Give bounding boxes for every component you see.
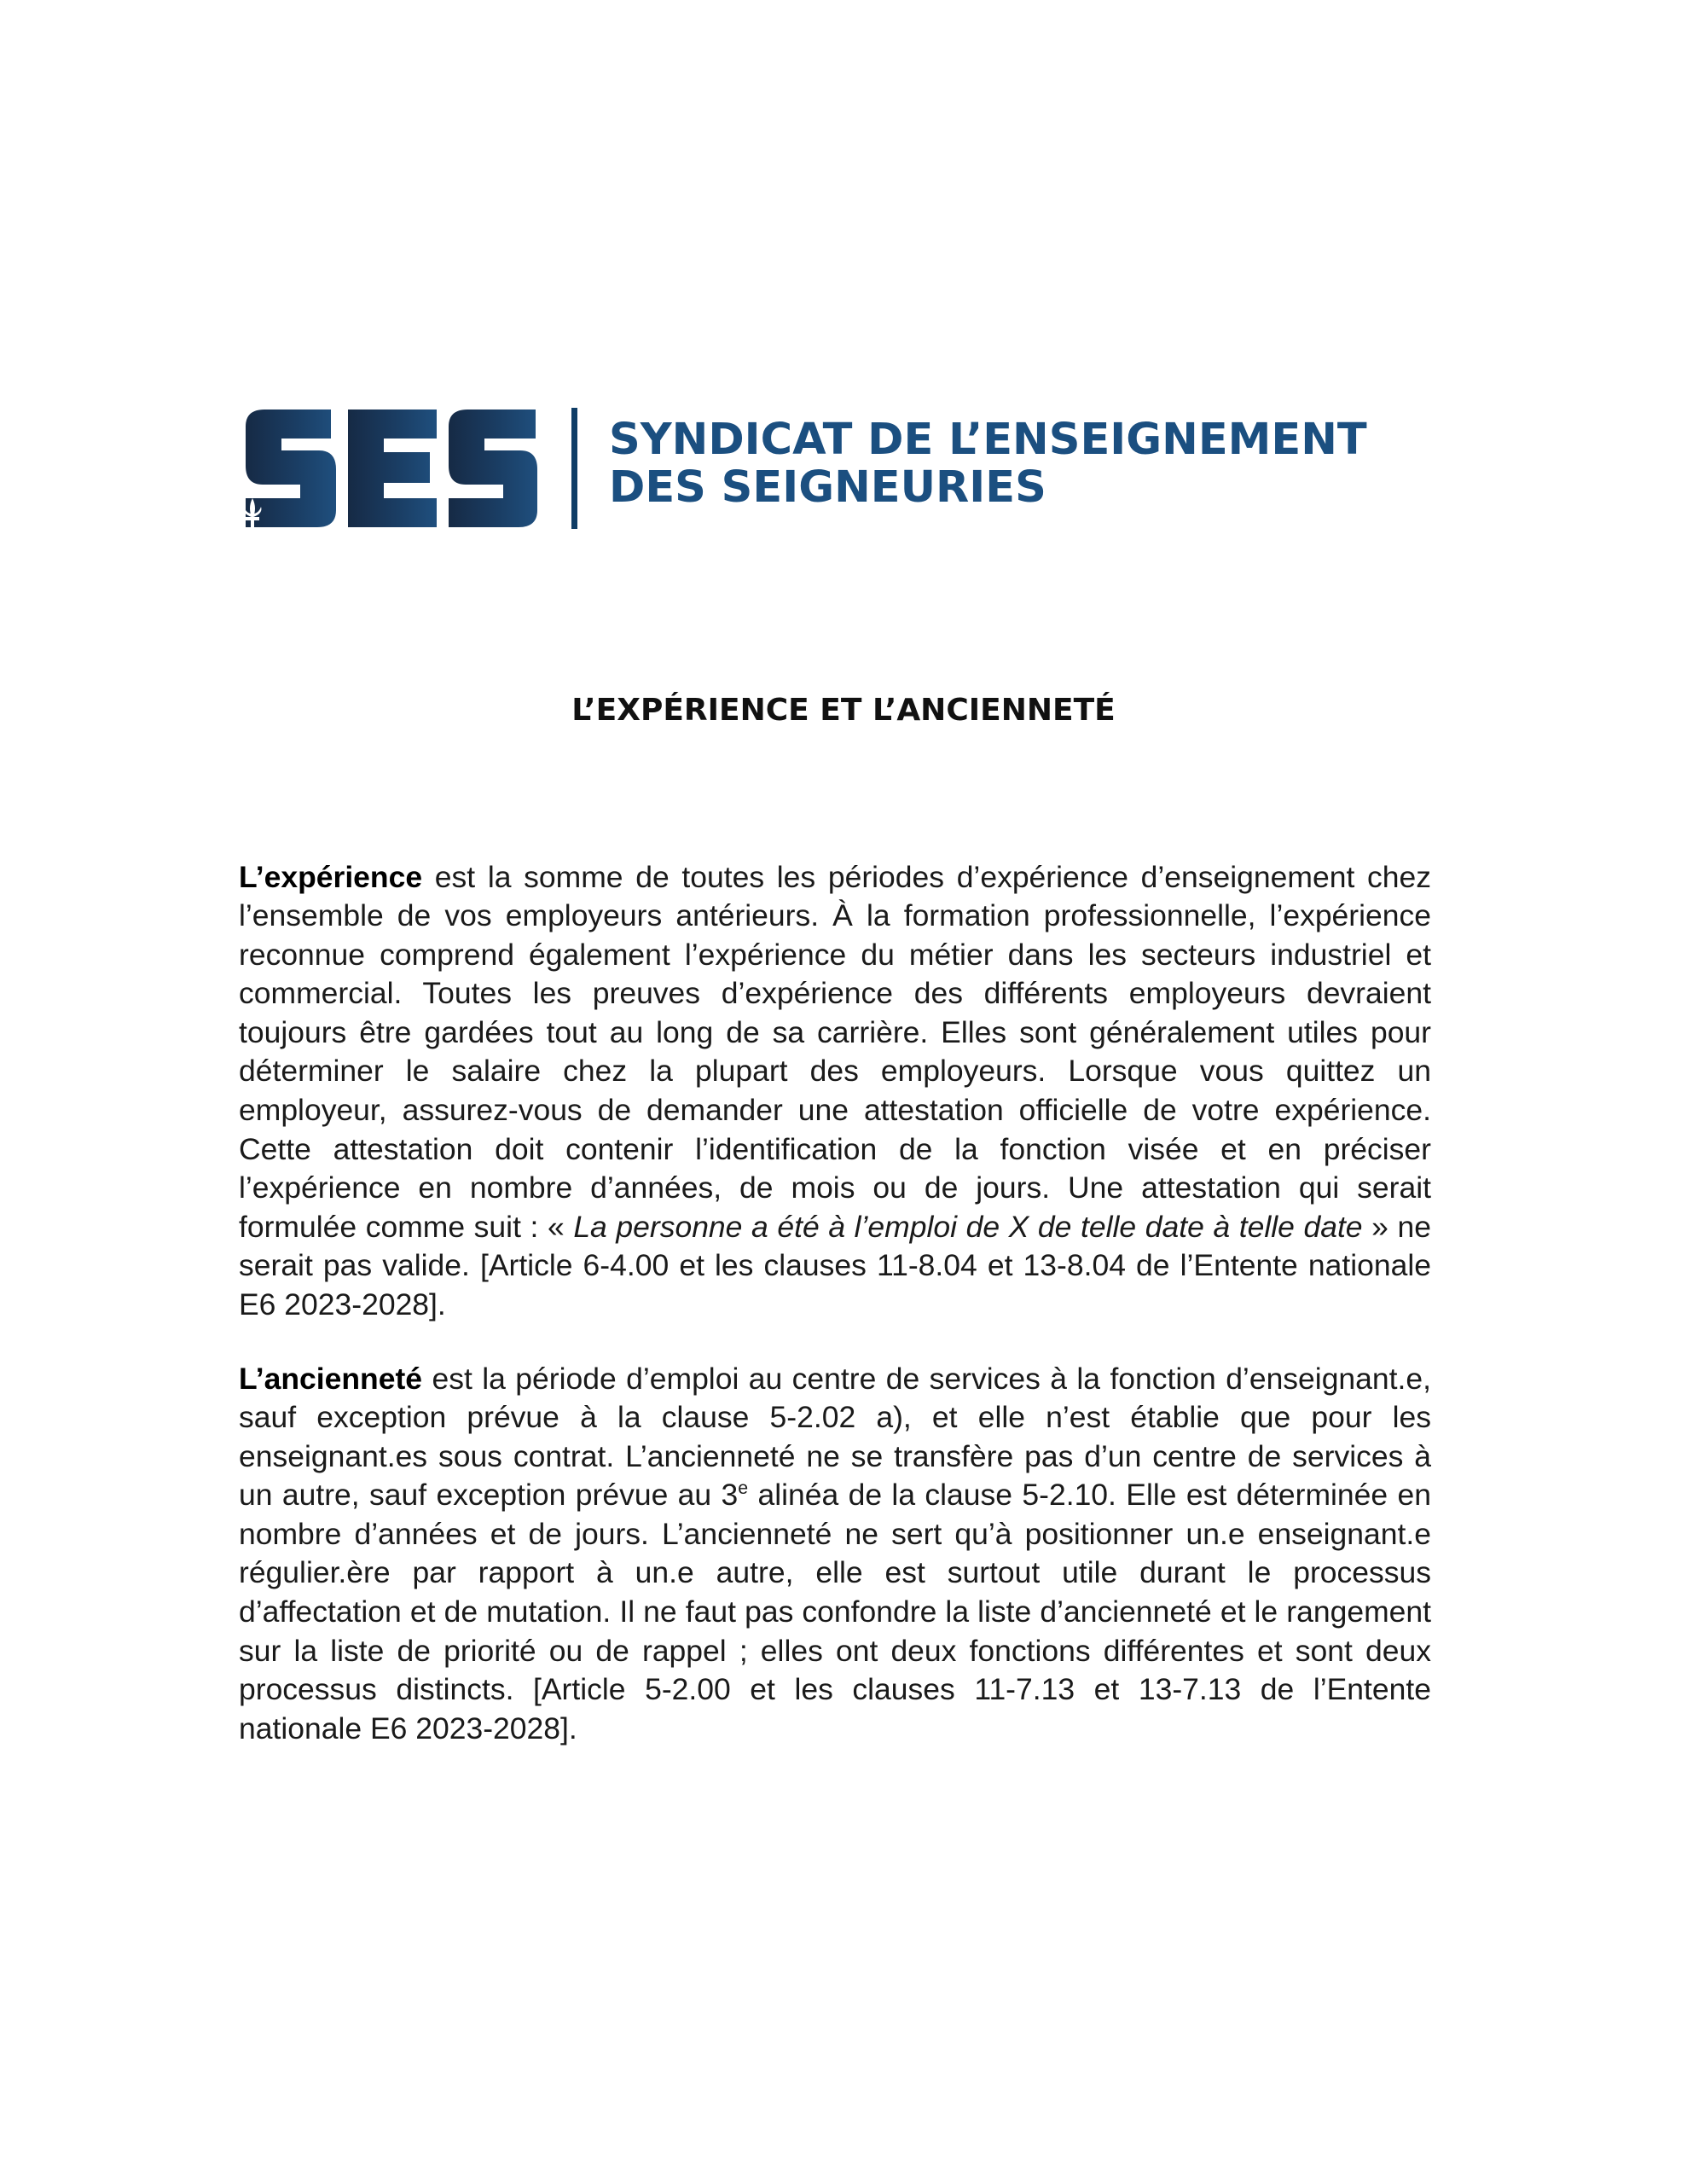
logo-letter-s2: [449, 410, 537, 527]
experience-text: est la somme de toutes les périodes d’expérience d’enseignement chez l’ensemble de vos employeurs antérieurs. À la formation professionnelle, l’expérience reconnue comprend également l’expérience du métier dans les secteurs industriel et commercial. Toutes les preuves d’expérience des différents employeurs devraient toujours être gardées tout au long de sa carrière. Elles sont généralement utiles pour déterminer le salaire chez la plupart des employeurs. Lorsque vous quittez un employeur, assurez-vous de demander une attestation officielle de votre expérience. Cette attestation doit contenir l’identification de la fonction visée et en préciser l’expérience en nombre d’années, de mois ou de jours. Une attestation qui serait formulée comme suit : «: [239, 859, 1431, 1244]
seniority-text: est la période d’emploi au centre de services à la fonction d’enseignant.e, sauf exception prévue à la clause 5-2.02 a), et elle n’est établie que pour les enseignant.es sous contrat. L’ancienneté ne se transfère pas d’un centre de services à un autre, sauf exception prévue au 3: [239, 1361, 1431, 1513]
organization-logo: [237, 401, 1431, 537]
logo-letter-e: [348, 410, 437, 527]
organization-name-line2: DES SEIGNEURIES: [609, 462, 1046, 513]
seniority-superscript: e: [738, 1478, 749, 1499]
seniority-text-end: alinéa de la clause 5-2.10. Elle est déterminée en nombre d’années et de jours. L’ancienneté ne sert qu’à positionner un.e enseignant.e régulier.ère par rapport à un.e autre, elle est surtout utile durant le processus d’affectation et de mutation. Il ne faut pas confondre la liste d’ancienneté et le rangement sur la liste de priorité ou de rappel ; elles ont deux fonctions différentes et sont deux processus distincts. [Article 5-2.00 et les clauses 11-7.13 et 13-7.13 de l’Entente nationale E6 2023-2028].: [239, 1478, 1431, 1745]
experience-term: L’expérience: [239, 859, 423, 894]
experience-text-end: » ne serait pas valide. [Article 6-4.00 et les clauses 11-8.04 et 13-8.04 de l’Entente nationale E6 2023-2028].: [239, 1209, 1431, 1322]
organization-name-line1: SYNDICAT DE L’ENSEIGNEMENT: [609, 415, 1367, 465]
ses-logo-mark: [237, 401, 544, 537]
experience-quote: La personne a été à l’emploi de X de telle date à telle date: [573, 1209, 1363, 1244]
logo-letter-s1: [246, 410, 336, 527]
seniority-paragraph: [239, 1360, 1431, 1749]
logo-divider: [571, 408, 577, 529]
page-title: L’EXPÉRIENCE ET L’ANCIENNETÉ: [571, 693, 1116, 728]
experience-paragraph: [239, 858, 1431, 1325]
organization-name: [609, 416, 1367, 512]
seniority-term: L’ancienneté: [239, 1361, 423, 1396]
